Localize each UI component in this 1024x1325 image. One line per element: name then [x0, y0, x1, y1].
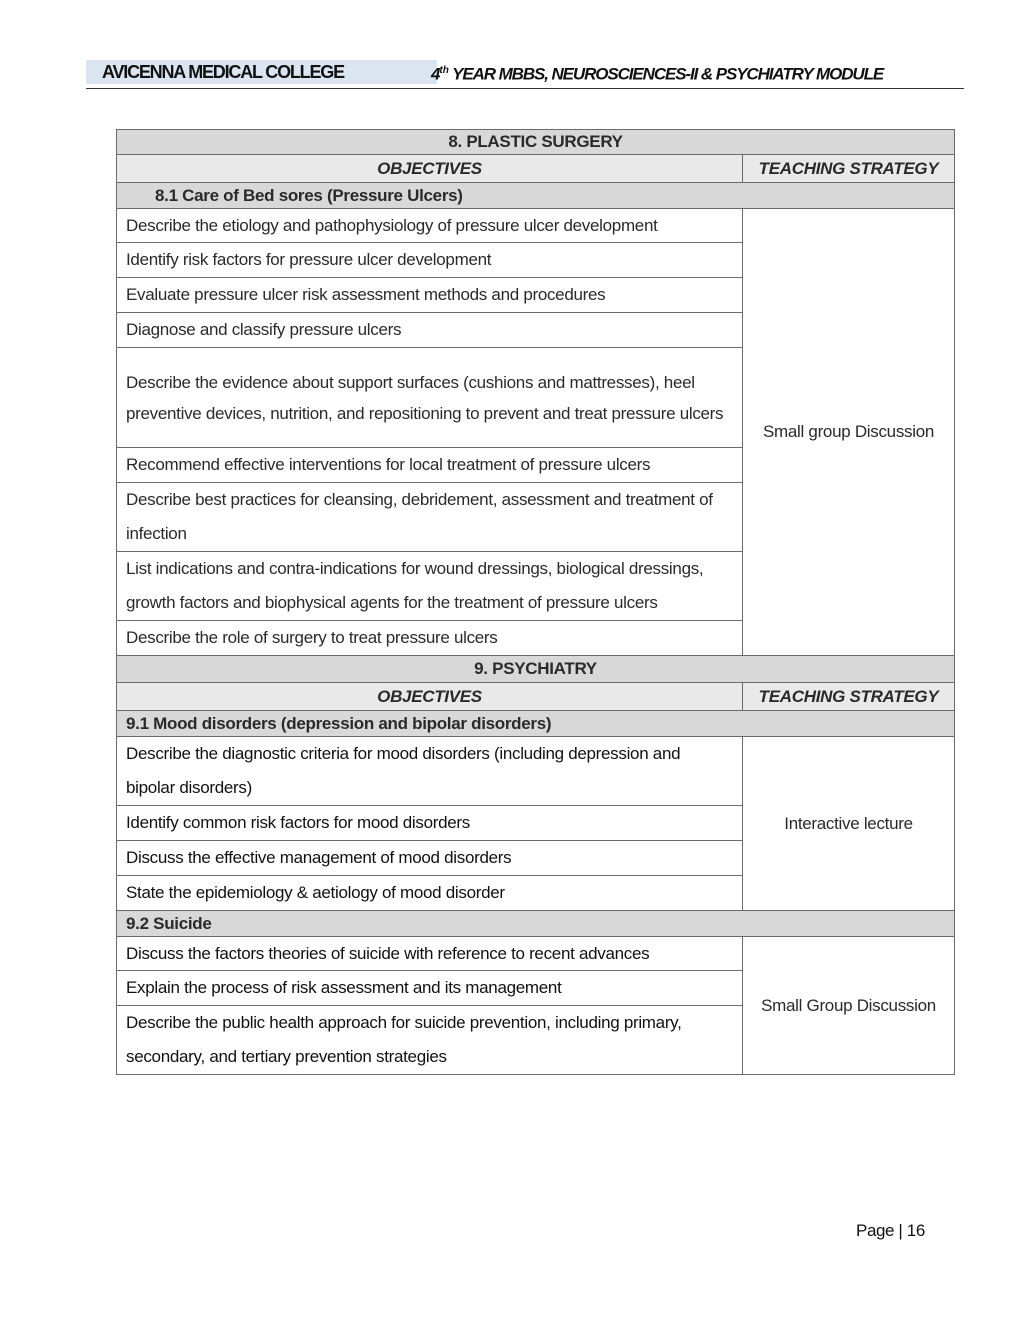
objective-item: Discuss the factors theories of suicide with reference to recent advances — [117, 937, 743, 971]
subsection-8-1-title: 8.1 Care of Bed sores (Pressure Ulcers) — [117, 183, 955, 209]
module-year-suffix: th — [439, 65, 449, 76]
table-row — [117, 209, 955, 243]
objective-item: Explain the process of risk assessment and its management — [117, 971, 743, 1006]
objective-item: Recommend effective interventions for local treatment of pressure ulcers — [117, 448, 743, 483]
subsection-row — [117, 911, 955, 937]
objective-item: Describe the diagnostic criteria for mood disorders (including depression and bipolar disorders) — [117, 737, 743, 806]
module-year: 4 — [431, 64, 440, 84]
page-header — [86, 60, 964, 89]
column-header-row — [117, 683, 955, 711]
objective-item: Evaluate pressure ulcer risk assessment methods and procedures — [117, 278, 743, 313]
objective-item: Discuss the effective management of mood disorders — [117, 841, 743, 876]
objective-item: Diagnose and classify pressure ulcers — [117, 313, 743, 348]
objective-item: List indications and contra-indications for wound dressings, biological dressings, growth factors and biophysical agents for the treatment of pressure ulcers — [117, 552, 743, 621]
subsection-row — [117, 183, 955, 209]
objectives-header: OBJECTIVES — [117, 155, 743, 183]
section-title-row — [117, 656, 955, 683]
page-number: Page | 16 — [856, 1221, 925, 1240]
table-row — [117, 737, 955, 806]
objective-item: Describe best practices for cleansing, debridement, assessment and treatment of infection — [117, 483, 743, 552]
section-8-title: 8. PLASTIC SURGERY — [117, 130, 955, 155]
strategy-header: TEACHING STRATEGY — [743, 683, 955, 711]
objective-item: Identify risk factors for pressure ulcer development — [117, 243, 743, 278]
objective-item: Identify common risk factors for mood disorders — [117, 806, 743, 841]
module-title — [431, 60, 883, 84]
objective-item: State the epidemiology & aetiology of mood disorder — [117, 876, 743, 911]
section-title-row — [117, 130, 955, 155]
module-name: YEAR MBBS, NEUROSCIENCES-II & PSYCHIATRY MODULE — [448, 64, 884, 84]
strategy-cell: Small Group Discussion — [743, 937, 955, 1075]
section-9-title: 9. PSYCHIATRY — [117, 656, 955, 683]
objective-item: Describe the evidence about support surfaces (cushions and mattresses), heel preventive devices, nutrition, and repositioning to prevent and treat pressure ulcers — [117, 348, 743, 448]
column-header-row — [117, 155, 955, 183]
objective-item: Describe the public health approach for suicide prevention, including primary, secondary, and tertiary prevention strategies — [117, 1006, 743, 1075]
subsection-row — [117, 711, 955, 737]
subsection-9-1-title: 9.1 Mood disorders (depression and bipolar disorders) — [117, 711, 955, 737]
strategy-header: TEACHING STRATEGY — [743, 155, 955, 183]
subsection-9-2-title: 9.2 Suicide — [117, 911, 955, 937]
college-name: AVICENNA MEDICAL COLLEGE — [86, 60, 437, 84]
strategy-cell: Small group Discussion — [743, 209, 955, 656]
table-row — [117, 937, 955, 971]
objective-item: Describe the etiology and pathophysiology of pressure ulcer development — [117, 209, 743, 243]
objectives-header: OBJECTIVES — [117, 683, 743, 711]
objectives-table — [116, 129, 955, 1075]
strategy-cell: Interactive lecture — [743, 737, 955, 911]
objective-item: Describe the role of surgery to treat pressure ulcers — [117, 621, 743, 656]
